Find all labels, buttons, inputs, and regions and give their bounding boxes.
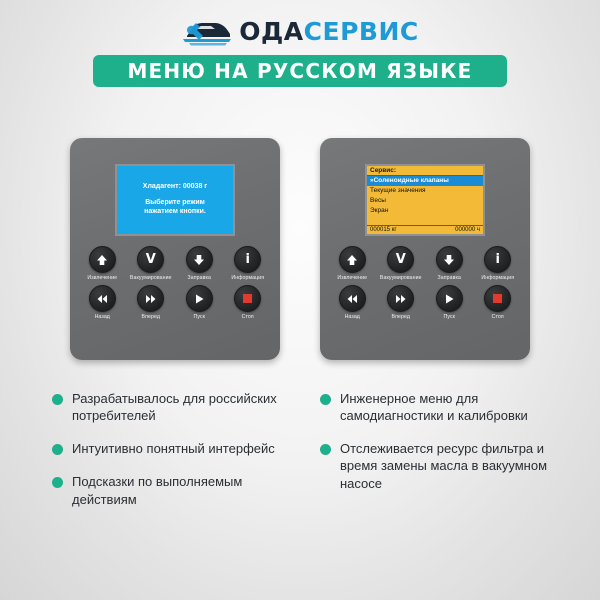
arrow-up-icon: [345, 253, 359, 267]
button-start-label: Пуск: [443, 314, 456, 320]
button-stop[interactable]: [234, 285, 261, 312]
footer-hours: 000000 ч: [455, 227, 480, 233]
info-icon: i: [495, 252, 500, 267]
car-wrench-logo-icon: [181, 14, 233, 48]
button-stop[interactable]: [484, 285, 511, 312]
button-forward[interactable]: [387, 285, 414, 312]
banner-title: МЕНЮ НА РУССКОМ ЯЗЫКЕ: [127, 59, 473, 83]
device-right-keypad: [328, 246, 522, 324]
button-back-label: Назад: [94, 314, 110, 320]
feature-column-right: [320, 390, 570, 508]
button-extraction[interactable]: [89, 246, 116, 273]
button-back[interactable]: [89, 285, 116, 312]
screen-line-prompt-1: Выберите режим: [145, 199, 205, 207]
play-icon: [442, 292, 456, 306]
bullet-dot-icon: [52, 394, 63, 405]
bullet-dot-icon: [320, 444, 331, 455]
list-item: [52, 473, 302, 507]
button-stop-label: Стоп: [491, 314, 504, 320]
footer-weight: 000015 кг: [370, 227, 397, 233]
button-vacuum-label: Вакуумирование: [379, 275, 422, 281]
screen-line-prompt-2: нажатием кнопки.: [144, 207, 206, 215]
button-forward[interactable]: [137, 285, 164, 312]
list-item: [52, 440, 302, 457]
stop-square-icon: [243, 294, 252, 303]
screen-line-refrigerant: Хладагент: 00038 г: [142, 183, 208, 191]
button-information[interactable]: [234, 246, 261, 273]
rewind-icon: [345, 292, 359, 306]
arrow-down-icon: [192, 253, 206, 267]
button-vacuum[interactable]: [387, 246, 414, 273]
button-extraction-label: Извлечение: [337, 275, 368, 281]
button-information-label: Информация: [231, 275, 265, 281]
button-charge[interactable]: [436, 246, 463, 273]
device-left-screen: [115, 164, 235, 236]
bullet-dot-icon: [52, 477, 63, 488]
button-start-label: Пуск: [193, 314, 206, 320]
feature-column-left: [52, 390, 302, 524]
button-start[interactable]: [436, 285, 463, 312]
feature-text: Инженерное меню для самодиагностики и калибровки: [340, 391, 528, 424]
bullet-dot-icon: [52, 444, 63, 455]
button-back[interactable]: [339, 285, 366, 312]
button-forward-label: Вперед: [141, 314, 160, 320]
info-icon: i: [245, 252, 250, 267]
button-start[interactable]: [186, 285, 213, 312]
menu-item-display[interactable]: Экран: [370, 207, 389, 215]
device-right: [320, 138, 530, 360]
list-item: [320, 390, 570, 424]
v-letter-icon: V: [145, 252, 156, 267]
bullet-dot-icon: [320, 394, 331, 405]
banner: [93, 55, 507, 87]
feature-text: Подсказки по выполняемым действиям: [72, 474, 243, 507]
fast-forward-icon: [394, 292, 408, 306]
button-information[interactable]: [484, 246, 511, 273]
feature-text: Интуитивно понятный интерфейс: [72, 441, 275, 457]
button-stop-label: Стоп: [241, 314, 254, 320]
device-right-screen: [365, 164, 485, 236]
button-forward-label: Вперед: [391, 314, 410, 320]
button-vacuum-label: Вакуумирование: [129, 275, 172, 281]
device-left-keypad: [78, 246, 272, 324]
menu-item-solenoid-valves[interactable]: »Соленоидные клапаны: [367, 176, 483, 186]
button-charge[interactable]: [186, 246, 213, 273]
button-vacuum[interactable]: [137, 246, 164, 273]
button-back-label: Назад: [344, 314, 360, 320]
device-left: [70, 138, 280, 360]
arrow-down-icon: [442, 253, 456, 267]
logo-text-oda: ОДА: [239, 16, 304, 46]
play-icon: [192, 292, 206, 306]
menu-item-current-values[interactable]: Текущие значения: [370, 187, 426, 195]
button-charge-label: Заправка: [187, 275, 211, 281]
list-item: [320, 440, 570, 491]
feature-text: Разрабатывалось для российских потребителей: [72, 391, 277, 424]
brand-logo: [0, 14, 600, 48]
menu-item-scales[interactable]: Весы: [370, 197, 386, 205]
arrow-up-icon: [95, 253, 109, 267]
logo-text-servis: СЕРВИС: [303, 16, 419, 46]
button-charge-label: Заправка: [437, 275, 461, 281]
stop-square-icon: [493, 294, 502, 303]
v-letter-icon: V: [395, 252, 406, 267]
button-extraction-label: Извлечение: [87, 275, 118, 281]
list-item: [52, 390, 302, 424]
menu-title: Сервис:: [367, 166, 483, 176]
menu-footer: [367, 225, 483, 234]
rewind-icon: [95, 292, 109, 306]
fast-forward-icon: [144, 292, 158, 306]
button-information-label: Информация: [481, 275, 515, 281]
feature-text: Отслеживается ресурс фильтра и время замены масла в вакуумном насосе: [340, 441, 548, 491]
button-extraction[interactable]: [339, 246, 366, 273]
